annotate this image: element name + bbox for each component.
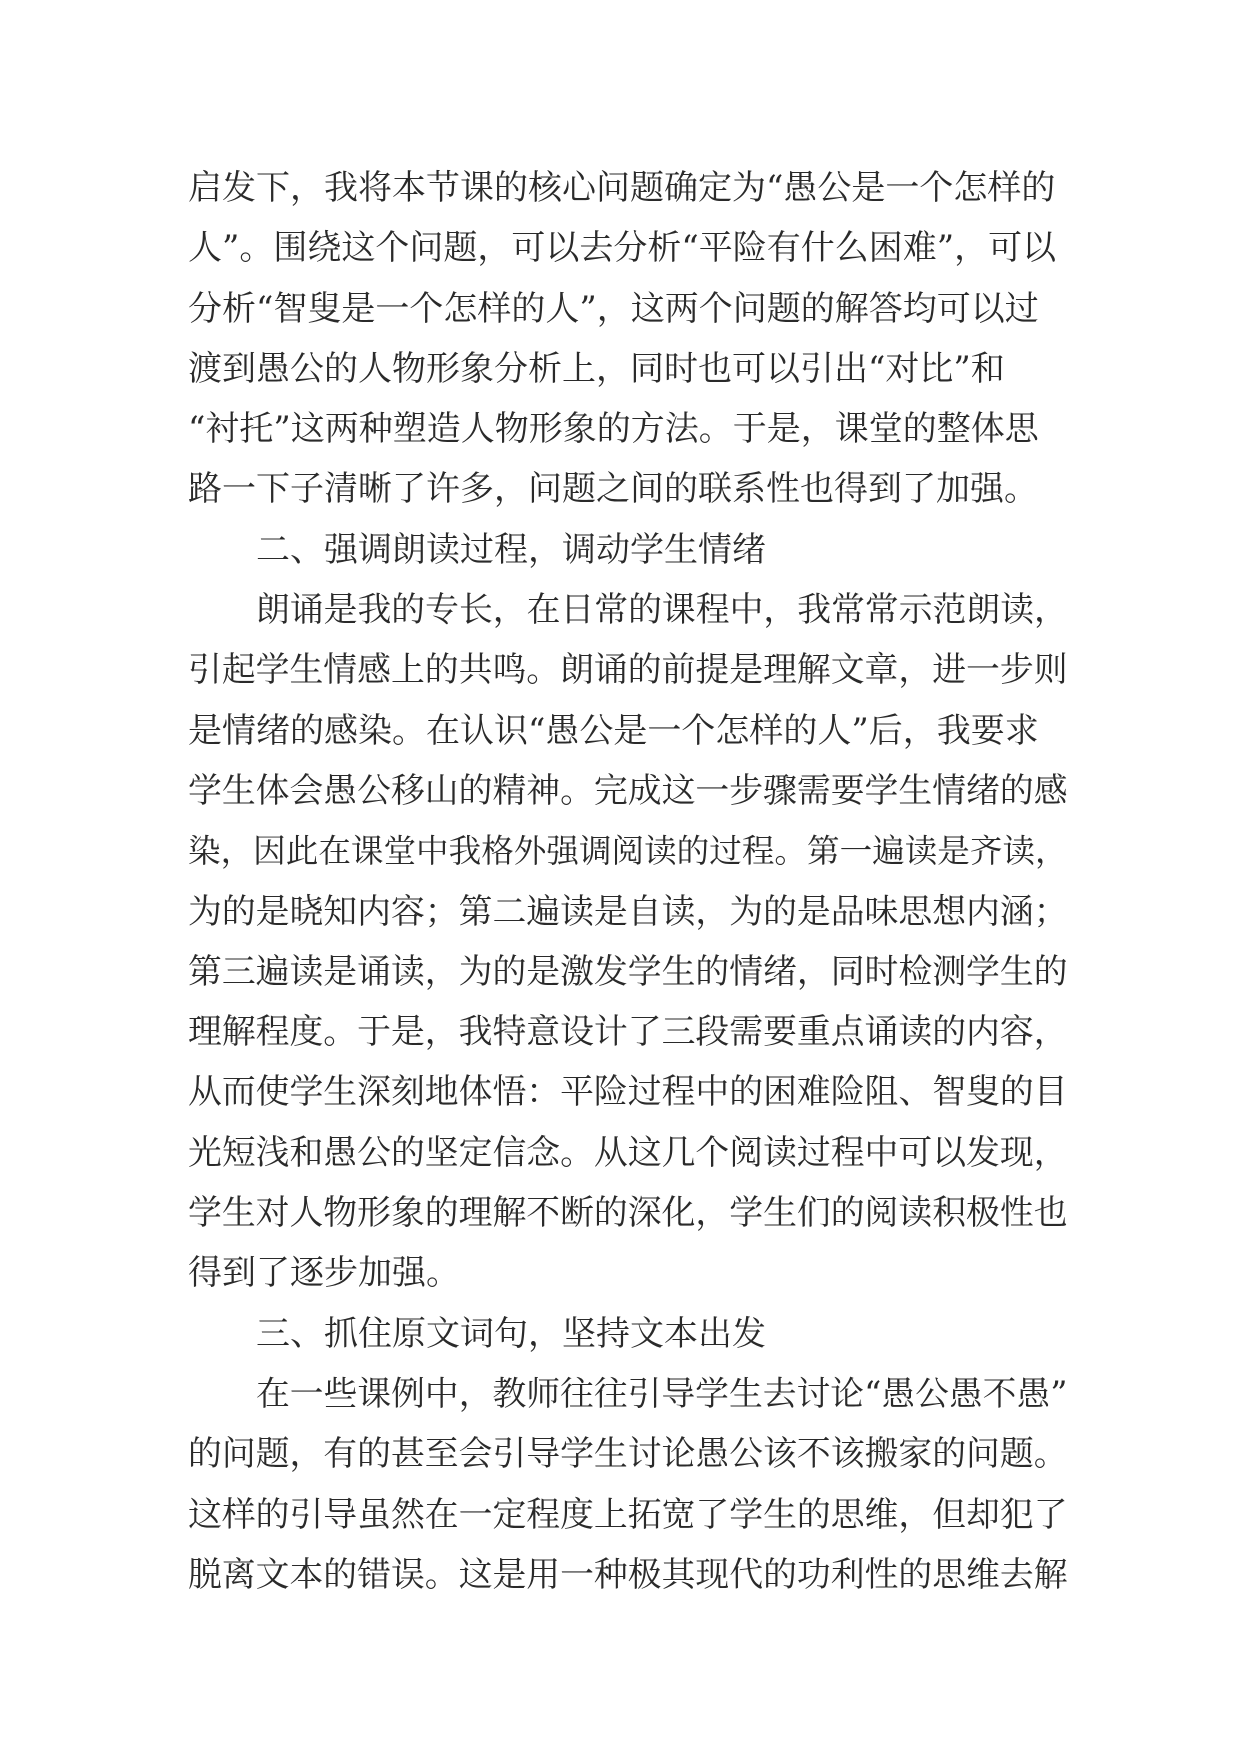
text-line: “衬托”这两种塑造人物形象的方法。于是，课堂的整体思 [188, 409, 1039, 450]
text-line: 渡到愚公的人物形象分析上，同时也可以引出“对比”和 [188, 348, 1005, 389]
text-line: 人”。围绕这个问题，可以去分析“平险有什么困难”，可以 [188, 228, 1057, 269]
body-text [188, 158, 1068, 1605]
text-line: 第三遍读是诵读，为的是激发学生的情绪，同时检测学生的 [188, 951, 1068, 991]
text-line: 学生对人物形象的理解不断的深化，学生们的阅读积极性也 [188, 1193, 1068, 1233]
section-heading: 二、强调朗读过程，调动学生情绪 [256, 529, 766, 570]
text-line: 的问题，有的甚至会引导学生讨论愚公该不该搬家的问题。 [188, 1434, 1068, 1474]
text-line: 是情绪的感染。在认识“愚公是一个怎样的人”后，我要求 [188, 710, 1039, 751]
text-line: 引起学生情感上的共鸣。朗诵的前提是理解文章，进一步则 [188, 650, 1068, 690]
text-line: 这样的引导虽然在一定程度上拓宽了学生的思维，但却犯了 [188, 1494, 1068, 1534]
text-line: 脱离文本的错误。这是用一种极其现代的功利性的思维去解 [188, 1554, 1068, 1594]
text-line: 得到了逐步加强。 [188, 1253, 460, 1294]
text-line: 学生体会愚公移山的精神。完成这一步骤需要学生情绪的感 [188, 770, 1068, 810]
text-line: 为的是晓知内容；第二遍读是自读，为的是品味思想内涵； [188, 891, 1068, 931]
text-line: 路一下子清晰了许多，问题之间的联系性也得到了加强。 [188, 469, 1038, 510]
text-line: 启发下，我将本节课的核心问题确定为“愚公是一个怎样的 [188, 168, 1056, 208]
text-line: 朗诵是我的专长，在日常的课程中，我常常示范朗读， [256, 590, 1068, 630]
text-line: 分析“智叟是一个怎样的人”，这两个问题的解答均可以过 [188, 288, 1039, 329]
text-line: 光短浅和愚公的坚定信念。从这几个阅读过程中可以发现， [188, 1132, 1068, 1172]
section-heading: 三、抓住原文词句，坚持文本出发 [256, 1313, 766, 1354]
text-line: 染，因此在课堂中我格外强调阅读的过程。第一遍读是齐读， [188, 832, 1068, 871]
text-line: 从而使学生深刻地体悟：平险过程中的困难险阻、智叟的目 [188, 1072, 1068, 1112]
text-line: 在一些课例中，教师往往引导学生去讨论“愚公愚不愚” [256, 1373, 1068, 1413]
text-line: 理解程度。于是，我特意设计了三段需要重点诵读的内容， [188, 1012, 1068, 1052]
